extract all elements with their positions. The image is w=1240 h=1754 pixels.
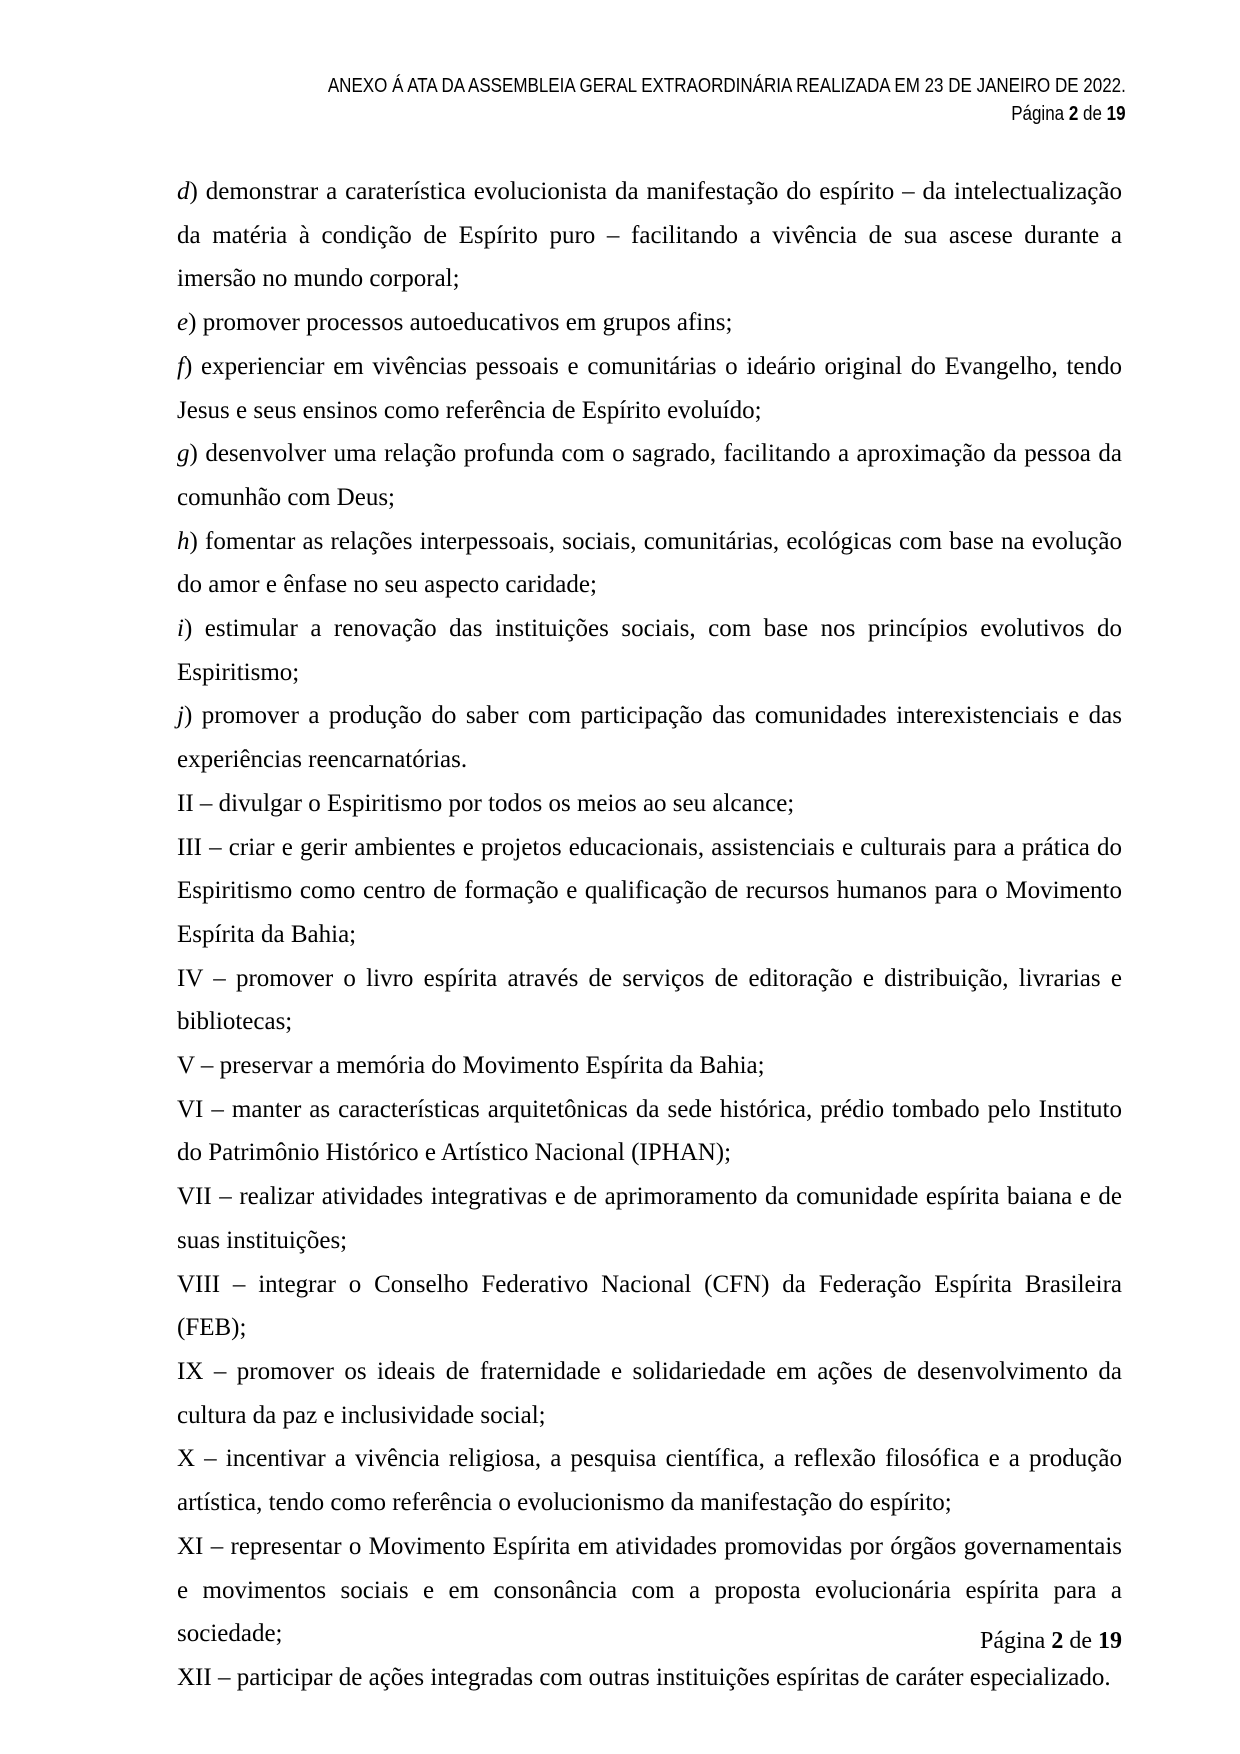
footer-page-number bbox=[980, 1628, 1122, 1654]
item-marker: i bbox=[177, 615, 184, 643]
item-separator: – bbox=[201, 833, 229, 861]
paragraph-viii bbox=[177, 1263, 1122, 1350]
paragraph-h bbox=[177, 520, 1122, 607]
item-text: demonstrar a caraterística evolucionista da manifestação do espírito – da intelectualização da matéria à condição de Espírito puro – facilitando a vivência de sua ascese durante a imersão no mundo corporal; bbox=[177, 178, 1122, 293]
item-marker: VI bbox=[177, 1095, 204, 1123]
item-separator: – bbox=[195, 1445, 226, 1473]
item-text: participar de ações integradas com outras instituições espíritas de caráter especializado. bbox=[236, 1663, 1111, 1691]
item-marker: e bbox=[177, 309, 189, 337]
item-text: estimular a renovação das instituições sociais, com base nos princípios evolutivos do Espiritismo; bbox=[177, 615, 1122, 686]
item-text: promover a produção do saber com participação das comunidades interexistenciais e das experiências reencarnatórias. bbox=[177, 702, 1122, 774]
item-text: manter as características arquitetônicas da sede histórica, prédio tombado pelo Instituto do Patrimônio Histórico e Artístico Nacional (IPHAN); bbox=[177, 1095, 1122, 1167]
item-marker: VIII bbox=[177, 1270, 221, 1298]
item-separator: ) bbox=[183, 352, 201, 380]
item-text: promover processos autoeducativos em grupos afins; bbox=[202, 309, 733, 337]
item-separator: – bbox=[220, 1270, 259, 1298]
item-text: experienciar em vivências pessoais e comunitárias o ideário original do Evangelho, tendo Jesus e seus ensinos como referência de Espírito evoluído; bbox=[177, 352, 1123, 424]
item-separator: ) bbox=[189, 527, 206, 555]
item-separator: – bbox=[211, 1183, 240, 1211]
item-marker: V bbox=[177, 1052, 195, 1080]
item-text: integrar o Conselho Federativo Nacional (CFN) da Federação Espírita Brasileira (FEB); bbox=[177, 1270, 1122, 1342]
paragraph-vi bbox=[177, 1088, 1122, 1175]
paragraph-g bbox=[177, 432, 1122, 519]
item-separator: – bbox=[202, 964, 236, 992]
item-text: incentivar a vivência religiosa, a pesquisa científica, a reflexão filosófica e a produção artística, tendo como referência o evolucionismo da manifestação do espírito; bbox=[177, 1445, 1123, 1517]
item-separator: ) bbox=[188, 309, 203, 337]
item-separator: ) bbox=[189, 440, 206, 468]
item-marker: XII bbox=[177, 1663, 212, 1691]
item-marker: g bbox=[177, 440, 190, 468]
item-separator: – bbox=[194, 1052, 220, 1080]
item-marker: XI bbox=[177, 1532, 204, 1560]
paragraph-vii bbox=[177, 1175, 1122, 1262]
item-separator: – bbox=[211, 1663, 237, 1691]
page-header bbox=[177, 72, 1126, 128]
header-page-total: 19 bbox=[1107, 103, 1126, 125]
header-page-current: 2 bbox=[1069, 103, 1079, 125]
paragraph-d bbox=[177, 170, 1122, 301]
item-marker: III bbox=[177, 833, 202, 861]
paragraph-x bbox=[177, 1437, 1122, 1524]
header-page-number-line bbox=[177, 100, 1126, 128]
paragraph-ix bbox=[177, 1350, 1122, 1437]
item-text: fomentar as relações interpessoais, sociais, comunitárias, ecológicas com base na evolução do amor e ênfase no seu aspecto caridade; bbox=[177, 527, 1122, 599]
item-marker: d bbox=[177, 178, 190, 205]
paragraph-v bbox=[177, 1044, 1122, 1088]
item-separator: – bbox=[203, 1095, 232, 1123]
paragraph-e bbox=[177, 301, 1122, 345]
paragraph-iii bbox=[177, 826, 1122, 957]
item-marker: j bbox=[177, 702, 184, 730]
header-page-number bbox=[1012, 100, 1126, 128]
item-text: promover os ideais de fraternidade e solidariedade em ações de desenvolvimento da cultura da paz e inclusividade social; bbox=[177, 1357, 1123, 1429]
item-separator: ) bbox=[183, 702, 202, 730]
paragraph-j bbox=[177, 694, 1122, 781]
item-marker: II bbox=[177, 789, 194, 817]
item-text: desenvolver uma relação profunda com o sagrado, facilitando a aproximação da pessoa da comunhão com Deus; bbox=[177, 440, 1122, 511]
paragraph-iv bbox=[177, 957, 1122, 1044]
item-text: promover o livro espírita através de serviços de editoração e distribuição, livrarias e bibliotecas; bbox=[177, 964, 1122, 1036]
item-marker: X bbox=[177, 1445, 196, 1473]
item-text: criar e gerir ambientes e projetos educacionais, assistenciais e culturais para a prática do Espiritismo como centro de formação e qualificação de recursos humanos para o Movimento Espírita da Bahia; bbox=[177, 833, 1122, 948]
header-title-line bbox=[177, 72, 1126, 100]
item-text: divulgar o Espiritismo por todos os meios ao seu alcance; bbox=[218, 789, 795, 817]
footer-page-current: 2 bbox=[1051, 1628, 1064, 1654]
footer-page-total: 19 bbox=[1098, 1628, 1122, 1654]
item-separator: – bbox=[203, 1532, 231, 1560]
paragraph-f bbox=[177, 345, 1122, 432]
item-separator: ) bbox=[183, 615, 205, 643]
item-separator: ) bbox=[189, 178, 206, 205]
header-page-separator: de bbox=[1083, 103, 1103, 125]
item-marker: h bbox=[177, 527, 190, 555]
item-marker: VII bbox=[177, 1183, 212, 1211]
item-marker: f bbox=[177, 352, 184, 380]
paragraph-ii bbox=[177, 782, 1122, 826]
item-text: representar o Movimento Espírita em atividades promovidas por órgãos governamentais e movimentos sociais e em consonância com a proposta evolucionária espírita para a sociedade; bbox=[177, 1532, 1122, 1648]
item-separator: – bbox=[193, 789, 219, 817]
item-marker: IV bbox=[177, 964, 203, 992]
document-body bbox=[177, 170, 1122, 1700]
header-page-prefix: Página bbox=[1011, 103, 1065, 125]
paragraph-i bbox=[177, 607, 1122, 694]
item-marker: IX bbox=[177, 1357, 204, 1385]
paragraph-xii bbox=[177, 1656, 1122, 1700]
item-text: preservar a memória do Movimento Espírita da Bahia; bbox=[219, 1052, 765, 1080]
header-title: ANEXO Á ATA DA ASSEMBLEIA GERAL EXTRAORDINÁRIA REALIZADA EM 23 DE JANEIRO DE 2022. bbox=[327, 75, 1126, 97]
footer-page-prefix: Página bbox=[980, 1628, 1046, 1654]
footer-page-separator: de bbox=[1069, 1628, 1092, 1654]
item-text: realizar atividades integrativas e de aprimoramento da comunidade espírita baiana e de suas instituições; bbox=[177, 1183, 1123, 1254]
page-footer bbox=[980, 1626, 1122, 1656]
item-separator: – bbox=[203, 1357, 237, 1385]
